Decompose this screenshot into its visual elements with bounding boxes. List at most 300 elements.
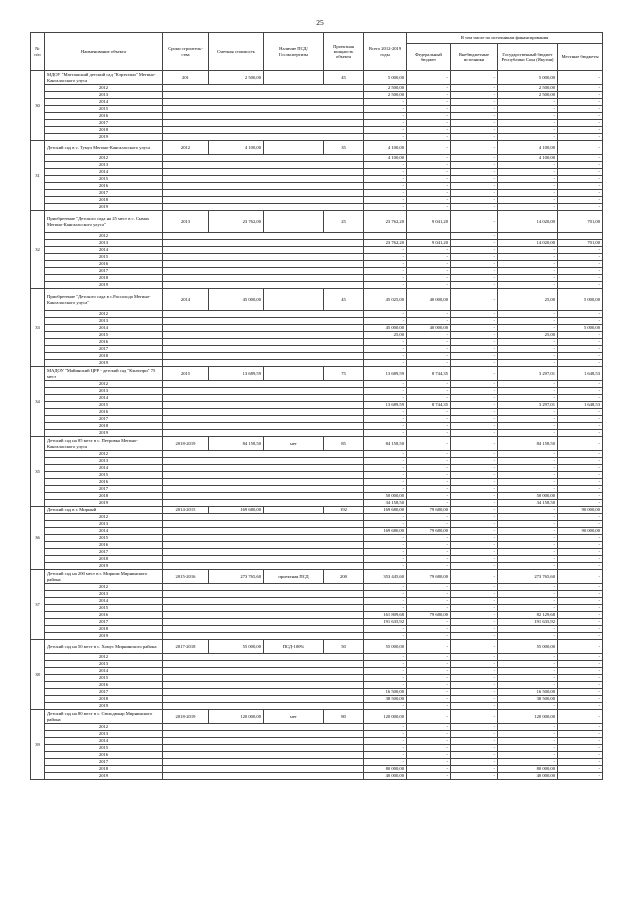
project-federal: - [407, 141, 451, 155]
year-label: 2012 [45, 155, 163, 162]
year-federal: - [407, 113, 451, 120]
year-state: - [498, 176, 558, 183]
year-row [31, 773, 603, 780]
year-federal: - [407, 584, 451, 591]
year-offbudget: - [451, 99, 498, 106]
project-psd: нет [264, 437, 324, 451]
year-offbudget: - [451, 127, 498, 134]
year-local: - [558, 731, 603, 738]
project-row [31, 640, 603, 654]
year-blank [163, 682, 364, 689]
year-local: - [558, 521, 603, 528]
year-local: - [558, 85, 603, 92]
year-local: - [558, 500, 603, 507]
year-label: 2019 [45, 563, 163, 570]
project-name: Детский сад в с. Тумул Мегино-Кангаласского улуса [45, 141, 163, 155]
year-federal: - [407, 542, 451, 549]
year-local: - [558, 162, 603, 169]
project-psd [264, 507, 324, 514]
project-terms: 201 [163, 71, 209, 85]
year-label: 2012 [45, 451, 163, 458]
year-state: - [498, 759, 558, 766]
year-offbudget: - [451, 311, 498, 318]
year-blank [163, 155, 364, 162]
year-state: 50 000,00 [498, 493, 558, 500]
year-row [31, 127, 603, 134]
year-total: 169 680,00 [364, 528, 407, 535]
year-federal: - [407, 759, 451, 766]
year-state: - [498, 106, 558, 113]
year-label: 2019 [45, 703, 163, 710]
year-offbudget: - [451, 458, 498, 465]
header-offbudget: Внебюджетные источники [451, 44, 498, 71]
year-offbudget: - [451, 162, 498, 169]
year-total: - [364, 521, 407, 528]
year-offbudget: - [451, 451, 498, 458]
year-row [31, 486, 603, 493]
year-federal: - [407, 696, 451, 703]
year-label: 2013 [45, 318, 163, 325]
year-blank [163, 430, 364, 437]
year-label: 2015 [45, 176, 163, 183]
year-label: 2019 [45, 204, 163, 211]
year-blank [163, 247, 364, 254]
project-num: 37 [31, 570, 45, 640]
year-state: - [498, 190, 558, 197]
table-body [31, 71, 603, 780]
year-offbudget: - [451, 752, 498, 759]
year-local: - [558, 409, 603, 416]
year-total: - [364, 282, 407, 289]
year-blank [163, 134, 364, 141]
year-row [31, 190, 603, 197]
year-total: - [364, 162, 407, 169]
year-row [31, 542, 603, 549]
year-local: - [558, 204, 603, 211]
year-label: 2012 [45, 724, 163, 731]
year-row [31, 99, 603, 106]
year-offbudget: - [451, 402, 498, 409]
project-num: 36 [31, 507, 45, 570]
year-offbudget: - [451, 388, 498, 395]
year-blank [163, 254, 364, 261]
year-federal: - [407, 254, 451, 261]
year-label: 2012 [45, 85, 163, 92]
year-blank [163, 190, 364, 197]
year-blank [163, 591, 364, 598]
year-local: 90 000,00 [558, 528, 603, 535]
header-num: № п/п [31, 33, 45, 71]
year-label: 2017 [45, 549, 163, 556]
year-offbudget: - [451, 696, 498, 703]
year-label: 2019 [45, 282, 163, 289]
year-total: - [364, 311, 407, 318]
year-federal: - [407, 381, 451, 388]
year-blank [163, 261, 364, 268]
project-offbudget: - [451, 71, 498, 85]
project-capacity: 25 [324, 211, 364, 233]
year-row [31, 346, 603, 353]
year-state: - [498, 598, 558, 605]
project-row [31, 71, 603, 85]
year-total: - [364, 247, 407, 254]
project-cost: 55 000,00 [209, 640, 264, 654]
year-state: - [498, 745, 558, 752]
year-local: - [558, 584, 603, 591]
year-offbudget: - [451, 233, 498, 240]
year-row [31, 169, 603, 176]
year-total: - [364, 339, 407, 346]
year-federal: - [407, 155, 451, 162]
project-terms: 2014 [163, 289, 209, 311]
year-local: - [558, 493, 603, 500]
project-psd: проектная ПСД [264, 570, 324, 584]
year-blank [163, 535, 364, 542]
year-federal: - [407, 724, 451, 731]
year-federal: - [407, 521, 451, 528]
year-offbudget: - [451, 395, 498, 402]
year-federal: - [407, 689, 451, 696]
year-label: 2019 [45, 430, 163, 437]
project-num: 31 [31, 141, 45, 211]
year-total [364, 233, 407, 240]
year-offbudget: - [451, 92, 498, 99]
year-total: 40 000,00 [364, 773, 407, 780]
year-blank [163, 282, 364, 289]
year-state: 25,00 [498, 332, 558, 339]
year-label: 2015 [45, 106, 163, 113]
project-offbudget: - [451, 437, 498, 451]
year-offbudget: - [451, 254, 498, 261]
year-federal: - [407, 430, 451, 437]
year-federal: - [407, 668, 451, 675]
project-local: - [558, 570, 603, 584]
header-total: Всего 2012-2019 годы [364, 33, 407, 71]
year-offbudget: - [451, 759, 498, 766]
year-row [31, 275, 603, 282]
year-federal: - [407, 591, 451, 598]
year-offbudget: - [451, 619, 498, 626]
year-row [31, 682, 603, 689]
project-state: 14 020,00 [498, 211, 558, 233]
project-terms: 2014-2015 [163, 507, 209, 514]
year-state: - [498, 353, 558, 360]
year-offbudget: - [451, 773, 498, 780]
year-federal: - [407, 703, 451, 710]
year-state: - [498, 120, 558, 127]
year-label: 2013 [45, 92, 163, 99]
year-state: - [498, 542, 558, 549]
investment-table [30, 32, 603, 780]
year-label: 2017 [45, 759, 163, 766]
year-row [31, 113, 603, 120]
year-state: - [498, 360, 558, 367]
year-offbudget: - [451, 134, 498, 141]
year-federal: - [407, 465, 451, 472]
year-blank [163, 106, 364, 113]
project-state: 273 765,60 [498, 570, 558, 584]
year-federal: - [407, 162, 451, 169]
year-row [31, 268, 603, 275]
project-psd [264, 211, 324, 233]
year-row [31, 563, 603, 570]
project-row [31, 570, 603, 584]
project-offbudget: - [451, 211, 498, 233]
year-row [31, 254, 603, 261]
project-local: - [558, 640, 603, 654]
year-label: 2015 [45, 332, 163, 339]
year-label: 2014 [45, 325, 163, 332]
project-num: 33 [31, 289, 45, 367]
year-state: - [498, 254, 558, 261]
year-row [31, 738, 603, 745]
year-state: - [498, 521, 558, 528]
year-total: - [364, 275, 407, 282]
year-total: - [364, 113, 407, 120]
year-offbudget: - [451, 738, 498, 745]
year-blank [163, 169, 364, 176]
year-total: - [364, 416, 407, 423]
year-state: 80 000,00 [498, 766, 558, 773]
year-total: 191 635,92 [364, 619, 407, 626]
year-row [31, 240, 603, 247]
year-offbudget: - [451, 500, 498, 507]
year-offbudget: - [451, 120, 498, 127]
project-federal: - [407, 437, 451, 451]
year-offbudget: - [451, 514, 498, 521]
year-local: - [558, 773, 603, 780]
year-blank [163, 120, 364, 127]
year-federal: 79 680,00 [407, 612, 451, 619]
year-row [31, 535, 603, 542]
year-total: 25,00 [364, 332, 407, 339]
year-label: 2015 [45, 675, 163, 682]
year-local: - [558, 633, 603, 640]
year-blank [163, 176, 364, 183]
year-blank [163, 549, 364, 556]
year-label: 2019 [45, 134, 163, 141]
year-blank [163, 233, 364, 240]
year-local: - [558, 106, 603, 113]
year-offbudget: - [451, 360, 498, 367]
year-state: - [498, 395, 558, 402]
year-local: - [558, 254, 603, 261]
year-blank [163, 759, 364, 766]
project-total: 353 445,60 [364, 570, 407, 584]
year-total: - [364, 584, 407, 591]
year-row [31, 204, 603, 211]
year-state: - [498, 247, 558, 254]
year-federal: - [407, 773, 451, 780]
year-total: - [364, 360, 407, 367]
year-state: - [498, 282, 558, 289]
year-state: - [498, 318, 558, 325]
year-blank [163, 626, 364, 633]
year-local: - [558, 360, 603, 367]
year-total: - [364, 731, 407, 738]
year-federal: - [407, 766, 451, 773]
project-psd [264, 289, 324, 311]
project-name: Приобретение "Детского сада в с.Рассолода Мегино-Кангаласского улуса" [45, 289, 163, 311]
year-offbudget: - [451, 339, 498, 346]
year-total: - [364, 675, 407, 682]
year-row [31, 514, 603, 521]
year-local: - [558, 169, 603, 176]
year-label: 2016 [45, 183, 163, 190]
year-label: 2018 [45, 353, 163, 360]
year-local: - [558, 479, 603, 486]
year-federal: - [407, 479, 451, 486]
year-state: 40 000,00 [498, 773, 558, 780]
year-total: - [364, 197, 407, 204]
year-local: - [558, 514, 603, 521]
year-blank [163, 332, 364, 339]
year-blank [163, 240, 364, 247]
year-local: - [558, 612, 603, 619]
project-local: - [558, 71, 603, 85]
project-name: Детский сад на 80 мест в с. Сюльдюкар Мирнинского района [45, 710, 163, 724]
year-state: - [498, 162, 558, 169]
year-blank [163, 731, 364, 738]
project-offbudget: - [451, 507, 498, 514]
year-label: 2019 [45, 360, 163, 367]
year-offbudget: - [451, 626, 498, 633]
year-blank [163, 633, 364, 640]
year-local: - [558, 619, 603, 626]
year-local: - [558, 451, 603, 458]
year-local: - [558, 591, 603, 598]
project-offbudget: - [451, 367, 498, 381]
project-local: 90 000,00 [558, 507, 603, 514]
year-label: 2012 [45, 233, 163, 240]
year-federal: - [407, 745, 451, 752]
project-name: Приобретение "Детского сада на 25 мест в с. Сымах Мегино-Кангаласского улуса" [45, 211, 163, 233]
year-local: - [558, 190, 603, 197]
year-state: - [498, 113, 558, 120]
year-local: 701,00 [558, 240, 603, 247]
year-row [31, 500, 603, 507]
year-total: 2 500,00 [364, 92, 407, 99]
year-state: - [498, 346, 558, 353]
year-local: - [558, 472, 603, 479]
year-blank [163, 339, 364, 346]
year-blank [163, 113, 364, 120]
year-row [31, 724, 603, 731]
year-row [31, 619, 603, 626]
header-federal: Федеральный бюджет [407, 44, 451, 71]
year-federal: - [407, 282, 451, 289]
project-cost: 273 765,60 [209, 570, 264, 584]
year-blank [163, 479, 364, 486]
year-offbudget: - [451, 535, 498, 542]
year-label: 2015 [45, 472, 163, 479]
year-blank [163, 92, 364, 99]
year-label: 2019 [45, 633, 163, 640]
year-local: - [558, 339, 603, 346]
project-psd: ПСД-100% [264, 640, 324, 654]
year-federal: - [407, 472, 451, 479]
year-local: - [558, 127, 603, 134]
year-federal: - [407, 204, 451, 211]
project-capacity: 45 [324, 289, 364, 311]
project-local: 701,00 [558, 211, 603, 233]
year-federal: - [407, 197, 451, 204]
year-total: - [364, 633, 407, 640]
year-row [31, 451, 603, 458]
year-label: 2014 [45, 395, 163, 402]
year-blank [163, 689, 364, 696]
project-capacity: 80 [324, 710, 364, 724]
year-offbudget: - [451, 479, 498, 486]
year-federal: - [407, 353, 451, 360]
year-total: - [364, 514, 407, 521]
year-label: 2018 [45, 696, 163, 703]
year-row [31, 388, 603, 395]
project-num: 32 [31, 211, 45, 289]
year-offbudget: - [451, 247, 498, 254]
year-federal: 8 744,35 [407, 402, 451, 409]
header-name: Наименование объекта [45, 33, 163, 71]
year-row [31, 759, 603, 766]
year-local: - [558, 689, 603, 696]
year-federal: - [407, 423, 451, 430]
year-row [31, 416, 603, 423]
year-federal: - [407, 268, 451, 275]
project-cost: 45 000,00 [209, 289, 264, 311]
year-blank [163, 542, 364, 549]
year-federal: - [407, 99, 451, 106]
year-total: 2 500,00 [364, 85, 407, 92]
year-state: - [498, 388, 558, 395]
year-federal: - [407, 598, 451, 605]
year-local: - [558, 92, 603, 99]
project-row [31, 367, 603, 381]
year-state: 2 500,00 [498, 85, 558, 92]
year-row [31, 661, 603, 668]
year-federal: - [407, 85, 451, 92]
year-blank [163, 416, 364, 423]
year-blank [163, 402, 364, 409]
year-state: - [498, 661, 558, 668]
year-blank [163, 451, 364, 458]
project-row [31, 507, 603, 514]
year-local: - [558, 465, 603, 472]
year-label: 2018 [45, 127, 163, 134]
year-blank [163, 521, 364, 528]
project-state: 84 158,50 [498, 437, 558, 451]
project-row [31, 289, 603, 311]
year-state: - [498, 668, 558, 675]
year-federal: - [407, 275, 451, 282]
project-total: 84 158,50 [364, 437, 407, 451]
year-label: 2014 [45, 99, 163, 106]
year-offbudget: - [451, 724, 498, 731]
year-total: - [364, 346, 407, 353]
year-label: 2013 [45, 388, 163, 395]
year-total: - [364, 542, 407, 549]
year-local: - [558, 261, 603, 268]
year-state: - [498, 738, 558, 745]
project-total: 4 100,00 [364, 141, 407, 155]
year-state: - [498, 486, 558, 493]
year-local: - [558, 311, 603, 318]
year-row [31, 120, 603, 127]
year-local: - [558, 197, 603, 204]
year-local: - [558, 738, 603, 745]
year-federal: - [407, 563, 451, 570]
year-blank [163, 745, 364, 752]
year-total: 80 000,00 [364, 766, 407, 773]
